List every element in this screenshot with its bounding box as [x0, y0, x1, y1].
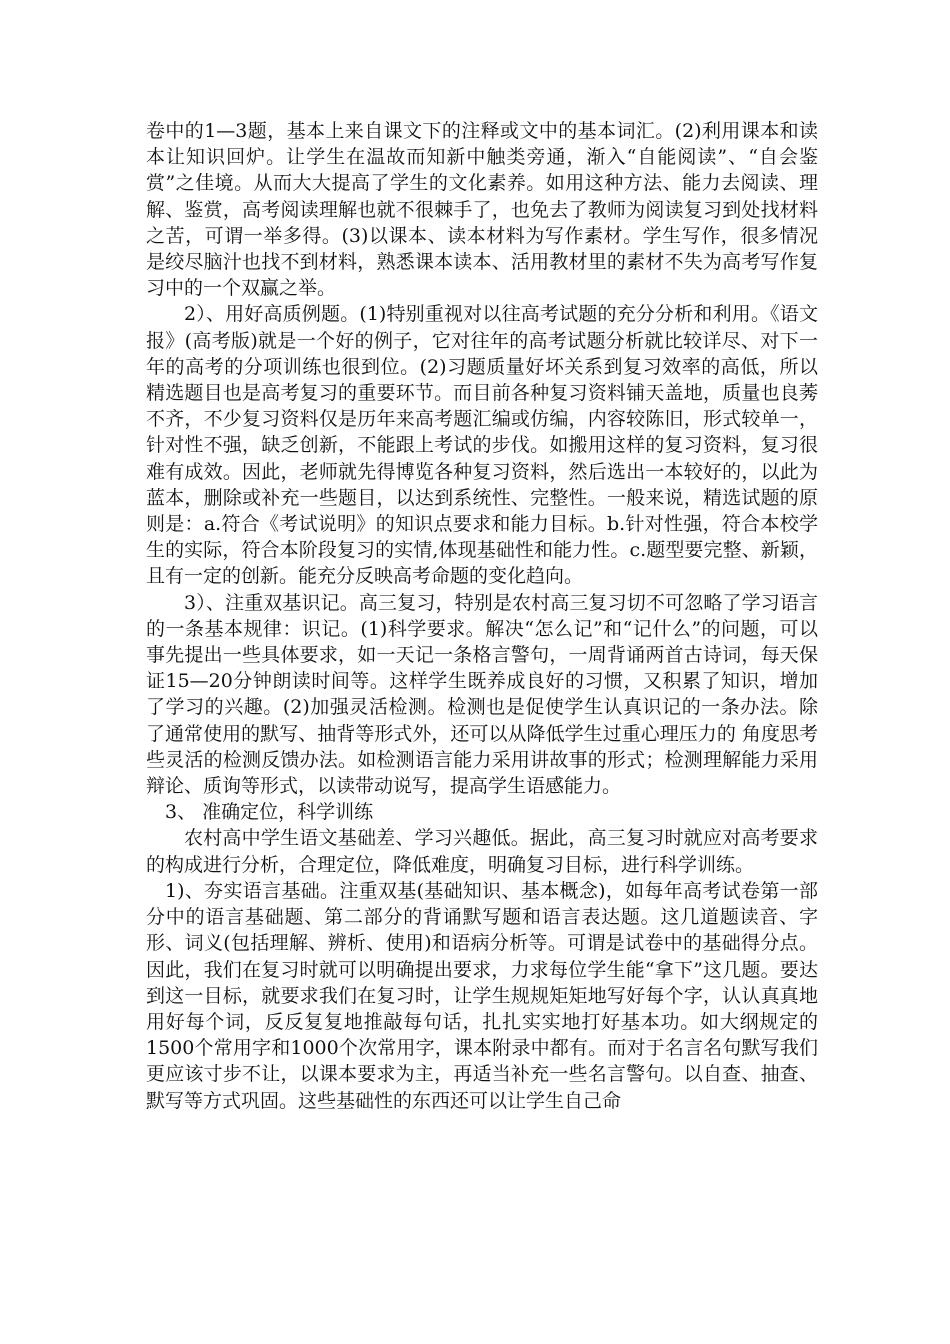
document-body [146, 118, 818, 1114]
paragraph: 2）、用好高质例题。(1)特别重视对以往高考试题的充分分析和利用。《语文报》(高考版)就是一个好的例子，它对往年的高考试题分析就比较详尽、对下一年的高考的分项训练也很到位。(2)习题质量好坏关系到复习效率的高低，所以精选题目也是高考复习的重要环节。而目前各种复习资料铺天盖地，质量也良莠不齐，不少复习资料仅是历年来高考题汇编或仿编，内容较陈旧，形式较单一，针对性不强，缺乏创新，不能跟上考试的步伐。如搬用这样的复习资料，复习很难有成效。因此，老师就先得博览各种复习资料，然后选出一本较好的，以此为蓝本，删除或补充一些题目，以达到系统性、完整性。一般来说，精选试题的原则是：a.符合《考试说明》的知识点要求和能力目标。b.针对性强，符合本校学生的实际，符合本阶段复习的实情,体现基础性和能力性。c.题型要完整、新颖，且有一定的创新。能充分反映高考命题的变化趋向。 [146, 303, 818, 588]
paragraph: 农村高中学生语文基础差、学习兴趣低。据此，高三复习时就应对高考要求的构成进行分析，合理定位，降低难度，明确复习目标，进行科学训练。 [146, 827, 818, 876]
section-heading: 3、 准确定位，科学训练 [165, 801, 374, 824]
paragraph: 3）、注重双基识记。高三复习，特别是农村高三复习切不可忽略了学习语言的一条基本规律：识记。(1)科学要求。解决“怎么记”和“记什么”的问题，可以事先提出一些具体要求，如一天记一条格言警句，一周背诵两首古诗词，每天保证15—20分钟朗读时间等。这样学生既养成良好的习惯，又积累了知识，增加了学习的兴趣。(2)加强灵活检测。检测也是促使学生认真识记的一条办法。除了通常使用的默写、抽背等形式外，还可以从降低学生过重心理压力的 角度思考些灵活的检测反馈办法。如检测语言能力采用讲故事的形式；检测理解能力采用辩论、质询等形式，以读带动说写，提高学生语感能力。 [146, 591, 818, 798]
paragraph: 1)、夯实语言基础。注重双基(基础知识、基本概念)，如每年高考试卷第一部分中的语言基础题、第二部分的背诵默写题和语言表达题。这几道题读音、字形、词义(包括理解、辨析、使用)和语病分析等。可谓是试卷中的基础得分点。因此，我们在复习时就可以明确提出要求，力求每位学生能“拿下”这几题。要达到这一目标，就要求我们在复习时，让学生规规矩矩地写好每个字，认认真真地用好每个词，反反复复地推敲每句话，扎扎实实地打好基本功。如大纲规定的1500个常用字和1000个次常用字，课本附录中都有。而对于名言名句默写我们更应该寸步不让，以课本要求为主，再适当补充一些名言警句。以自查、抽查、默写等方式巩固。这些基础性的东西还可以让学生自己命 [146, 879, 818, 1112]
paragraph: 卷中的1—3题，基本上来自课文下的注释或文中的基本词汇。(2)利用课本和读本让知识回炉。让学生在温故而知新中触类旁通，渐入“自能阅读”、“自会鉴赏”之佳境。从而大大提高了学生的文化素养。如用这种方法、能力去阅读、理解、鉴赏，高考阅读理解也就不很棘手了，也免去了教师为阅读复习到处找材料之苦，可谓一举多得。(3)以课本、读本材料为写作素材。学生写作，很多情况是绞尽脑汁也找不到材料，熟悉课本读本、活用教材里的素材不失为高考写作复习中的一个双赢之举。 [146, 120, 818, 300]
